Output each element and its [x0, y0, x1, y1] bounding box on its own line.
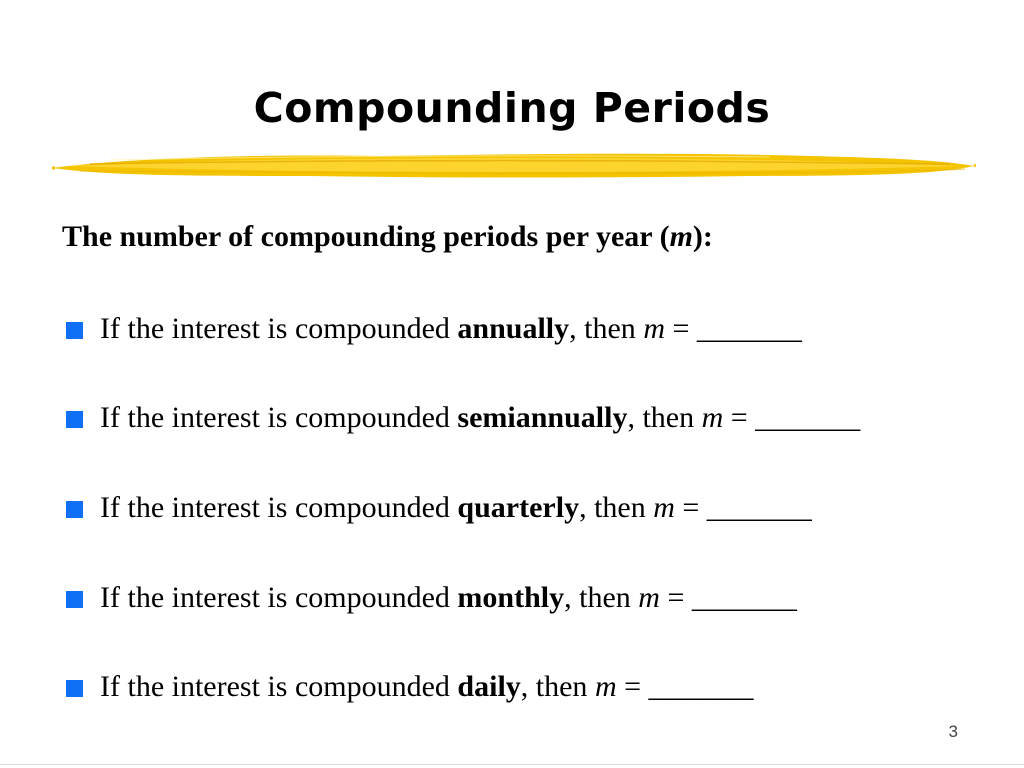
list-item-text: If the interest is compounded monthly, then m = _______	[100, 581, 797, 614]
answer-blank: = _______	[723, 401, 861, 434]
page-number: 3	[948, 722, 958, 741]
square-bullet-icon	[66, 411, 83, 428]
variable-m: m	[653, 491, 675, 524]
list-item-text: If the interest is compounded daily, then m = _______	[100, 670, 754, 703]
intro-prefix: The number of compounding periods per year (	[62, 220, 670, 253]
bottom-divider	[0, 764, 1024, 765]
answer-blank: = _______	[664, 312, 802, 345]
variable-m: m	[638, 581, 660, 614]
title-underline-brushstroke	[50, 146, 976, 186]
square-bullet-icon	[66, 501, 83, 518]
square-bullet-icon	[66, 322, 83, 339]
list-item-text: If the interest is compounded quarterly, then m = _______	[100, 491, 812, 524]
square-bullet-icon	[66, 591, 83, 608]
period-keyword: quarterly	[457, 491, 580, 524]
period-keyword: daily	[457, 670, 521, 703]
period-keyword: annually	[457, 312, 570, 345]
intro-heading	[62, 220, 713, 254]
answer-blank: = _______	[616, 670, 754, 703]
intro-variable: m	[669, 220, 693, 253]
period-keyword: semiannually	[457, 401, 628, 434]
list-item-text: If the interest is compounded annually, then m = _______	[100, 312, 802, 345]
intro-suffix: ):	[692, 220, 713, 253]
period-keyword: monthly	[457, 581, 565, 614]
list-item-text: If the interest is compounded semiannually, then m = _______	[100, 401, 861, 434]
variable-m: m	[701, 401, 724, 434]
variable-m: m	[594, 670, 617, 703]
answer-blank: = _______	[659, 581, 797, 614]
variable-m: m	[643, 312, 665, 345]
square-bullet-icon	[66, 680, 83, 697]
slide-title: Compounding Periods	[253, 84, 771, 132]
answer-blank: = _______	[674, 491, 812, 524]
